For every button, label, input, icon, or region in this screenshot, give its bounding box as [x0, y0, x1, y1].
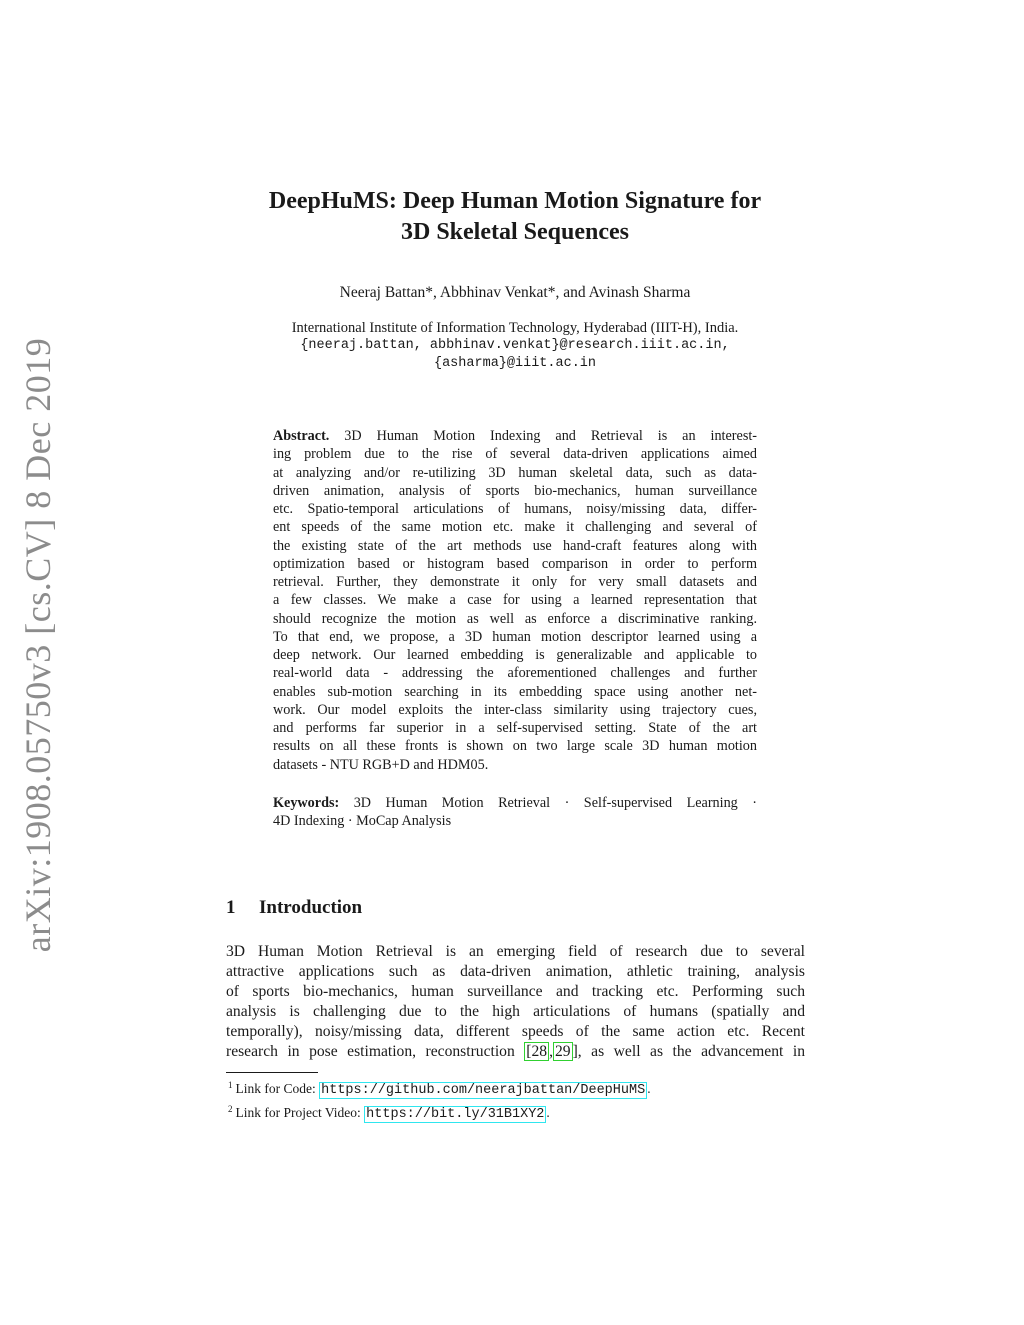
footnote: $^2$ Link for Project Video: https://bit.ly/31B1XY2 .	[228, 1104, 550, 1122]
paragraph-line: analysis is challenging due to the high articulations of humans (spatially and	[226, 1003, 805, 1020]
footnote-divider	[226, 1072, 318, 1073]
author-list: Neeraj Battan*, Abbhinav Venkat*, and Avinash Sharma	[339, 284, 691, 301]
abstract-line: deep network. Our learned embedding is generalizable and applicable to	[273, 647, 757, 663]
keywords-line: 4D Indexing · MoCap Analysis	[273, 813, 452, 830]
paper-title	[190, 186, 840, 248]
abstract	[273, 427, 757, 774]
email-line: {asharma}@iiit.ac.in	[433, 356, 597, 371]
paragraph-line: research in pose estimation, reconstruction [28 , 29 ], as well as the advancement in	[226, 1043, 805, 1060]
citation-link[interactable]: 29	[554, 1043, 571, 1060]
title-line: DeepHuMS: Deep Human Motion Signature for	[268, 188, 762, 214]
abstract-line: ent speeds of the same motion etc. make it challenging and several of	[273, 519, 757, 536]
abstract-line: at analyzing and/or re-utilizing 3D human skeletal data, such as data-	[273, 464, 757, 481]
abstract-line: ing problem due to the rise of several data-driven applications aimed	[273, 446, 757, 463]
affiliation-block	[190, 319, 840, 373]
citation-link[interactable]: [28	[526, 1043, 548, 1060]
abstract-line: the existing state of the art methods use hand-craft features along with	[273, 537, 757, 554]
abstract-line: should recognize the motion as well as enforce a discriminative ranking.	[273, 610, 757, 627]
footnote-mark: 2	[228, 1104, 233, 1114]
abstract-line: datasets - NTU RGB+D and HDM05.	[273, 756, 489, 773]
footnote-mark: 1	[228, 1080, 233, 1090]
abstract-line: and performs far superior in a self-supervised setting. State of the art	[273, 720, 757, 736]
abstract-line: results on all these fronts is shown on two large scale 3D human motion	[273, 738, 757, 755]
email-line: {neeraj.battan, abbhinav.venkat}@research.iiit.ac.in,	[300, 338, 730, 353]
keywords-line: Keywords: 3D Human Motion Retrieval · Self-supervised Learning ·	[273, 795, 757, 811]
abstract-line: work. Our model exploits the inter-class similarity using trajectory cues,	[273, 701, 757, 718]
abstract-line: retrieval. Further, they demonstrate it only for very small datasets and	[273, 574, 757, 590]
footnotes	[228, 1076, 651, 1124]
paragraph-line: temporally), noisy/missing data, different speeds of the same action etc. Recent	[226, 1023, 805, 1040]
abstract-line: a few classes. We make a case for using a learned representation that	[273, 592, 757, 609]
arxiv-identifier: arXiv:1908.05750v3 [cs.CV] 8 Dec 2019	[18, 337, 58, 953]
introduction-paragraph	[226, 942, 805, 1062]
abstract-line: driven animation, analysis of sports bio-mechanics, human surveillance	[273, 482, 757, 499]
title-line: 3D Skeletal Sequences	[401, 219, 629, 245]
abstract-label: Abstract.	[273, 428, 330, 444]
section-number: 1	[226, 897, 236, 918]
code-link[interactable]: https://github.com/neerajbattan/DeepHuMS	[321, 1083, 646, 1098]
abstract-line: Abstract. 3D Human Motion Indexing and Retrieval is an interest-	[273, 428, 758, 444]
section-title: Introduction	[259, 897, 363, 918]
section-heading	[226, 897, 362, 919]
institution: International Institute of Information Technology, Hyderabad (IIIT-H), India.	[291, 320, 739, 336]
abstract-line: enables sub-motion searching in its embedding space using another net-	[273, 683, 757, 700]
abstract-line: To that end, we propose, a 3D human motion descriptor learned using a	[273, 628, 757, 645]
abstract-line: real-world data - addressing the aforementioned challenges and further	[273, 665, 757, 682]
paragraph-line: 3D Human Motion Retrieval is an emerging field of research due to several	[226, 943, 805, 960]
abstract-line: optimization based or histogram based comparison in order to perform	[273, 555, 757, 572]
abstract-line: etc. Spatio-temporal articulations of humans, noisy/missing data, differ-	[273, 501, 757, 517]
keywords	[273, 794, 757, 831]
footnote: $^1$ Link for Code: https://github.com/neerajbattan/DeepHuMS .	[228, 1080, 651, 1098]
paragraph-line: attractive applications such as data-driven animation, athletic training, analysis	[226, 963, 805, 980]
paragraph-line: of sports bio-mechanics, human surveillance and tracking etc. Performing such	[226, 983, 805, 1000]
video-link[interactable]: https://bit.ly/31B1XY2	[366, 1107, 545, 1122]
keywords-label: Keywords:	[273, 795, 340, 811]
